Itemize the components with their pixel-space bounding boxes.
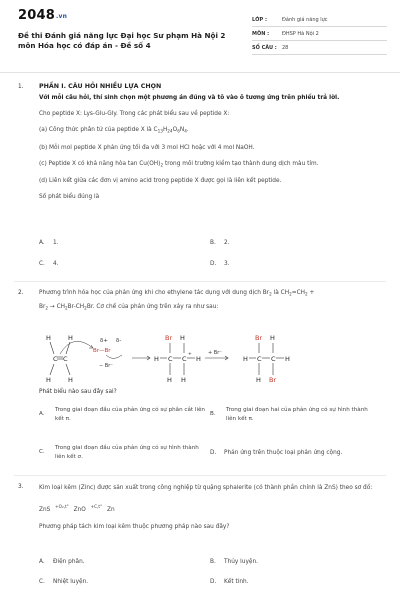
statement-d: (d) Liên kết giữa các đơn vị amino acid trong peptide X được gọi là liên kết peptide. [39,178,282,184]
svg-text:Br: Br [255,334,263,342]
bromine-molecule [93,338,122,369]
q1-option-d[interactable]: D. 3. [210,261,230,267]
question-ask: Số phát biểu đúng là [39,194,100,200]
header-divider [0,72,400,73]
question-stem: Cho peptide X: Lys-Glu-Gly. Trong các phát biểu sau về peptide X: [39,111,230,117]
exam-meta [252,13,387,55]
instruction: Với mỗi câu hỏi, thí sinh chọn một phương án đúng và tô vào ô tương ứng trên phiếu trả lời. [39,95,340,101]
svg-text:+: + [188,352,192,357]
question-divider [14,281,386,282]
svg-text:H: H [46,334,51,342]
statement-c: (c) Peptide X có khả năng hòa $\tan Cu(OH)_2$ trong môi trường kiềm tạo thành dung dịch màu tím. [39,160,319,167]
question-stem: Kim loại kẽm (Zinc) được sản xuất trong công nghiệp từ quặng sphalerite (có thành phần chính là ZnS) theo sơ đồ: [39,485,373,491]
question-2 [18,289,388,329]
question-1 [18,83,388,273]
question-body [39,289,394,312]
svg-text:C: C [63,355,68,363]
svg-text:+ Br⁻: + Br⁻ [208,350,222,356]
bromonium-intermediate [154,334,201,384]
svg-text:H: H [68,334,73,342]
svg-text:C: C [53,355,58,363]
arrow-step-1 [132,356,150,360]
meta-subject: MÔN : ĐHSP Hà Nội 2 [252,27,387,41]
question-stem-line-1: Phương trình hóa học của phản ứng khi cho ethylene tác dụng với dung dịch $Br_2$ là $CH_2=CH_2$ + [39,290,315,297]
svg-text:H: H [167,376,172,384]
reaction-mechanism-scheme [38,330,318,386]
svg-text:H: H [243,355,248,363]
svg-text:H: H [256,376,261,384]
question-divider [14,475,386,476]
q1-option-c[interactable]: C. 4. [39,261,59,267]
question-body [39,483,394,531]
svg-text:H: H [180,334,185,342]
svg-text:Br—Br: Br—Br [93,348,111,354]
statement-b: (b) Mỗi mol peptide X phản ứng tối đa với 3 mol HCl hoặc với 4 mol NaOH. [39,144,255,151]
svg-text:C: C [168,355,173,363]
svg-text:H: H [181,376,186,384]
q1-option-a[interactable]: A. 1. [39,240,59,246]
question-number: 2. [18,290,24,296]
q2-option-b[interactable]: B. Trong giai đoạn hai của phản ứng có sự hình thành liên kết π. [210,407,368,422]
q3-option-a[interactable]: A. Điện phân. [39,559,85,565]
q3-option-c[interactable]: C. Nhiệt luyện. [39,579,89,585]
meta-count: SỐ CÂU : 28 [252,41,387,55]
svg-text:H: H [68,376,73,384]
statement-a: (a) Công thức phân tử của peptide X là $C_{13}H_{24}O_6N_4$. [39,127,189,134]
q3-option-b[interactable]: B. Thủy luyện. [210,559,258,565]
svg-text:H: H [196,355,201,363]
production-scheme: ZnS $^{+O_2,t^\circ}$ ZnO $^{+C,t^\circ}$ Zn [39,504,115,513]
part-title: PHẦN I. CÂU HỎI NHIỀU LỰA CHỌN [39,83,162,90]
svg-text:Br: Br [165,334,173,342]
question-stem-line-2: $Br_2 \to CH_2Br-CH_2Br$. Cơ chế của phản ứng trên xảy ra như sau: [39,303,219,310]
svg-text:δ-: δ- [116,338,122,344]
site-logo[interactable]: 2048.vn [18,8,68,23]
question-ask: Phương pháp tách kim loại kẽm thuộc phương pháp nào sau đây? [39,524,230,530]
question-number: 1. [18,84,24,90]
q3-option-d[interactable]: D. Kết tinh. [210,579,249,585]
question-body [39,83,394,201]
svg-text:H: H [46,376,51,384]
meta-class: LỚP : Đánh giá năng lực [252,13,387,27]
svg-text:C: C [271,355,276,363]
svg-text:− Br⁻: − Br⁻ [99,363,113,369]
svg-text:H: H [285,355,290,363]
q2-ask: Phát biểu nào sau đây sai? [39,389,117,395]
q1-option-b[interactable]: B. 2. [210,240,230,246]
svg-text:H: H [270,334,275,342]
svg-text:C: C [257,355,262,363]
q2-option-a[interactable]: A. Trong giai đoạn đầu của phản ứng có sự phân cắt liên kết π. [39,407,205,422]
svg-text:δ+: δ+ [100,338,108,344]
document-title: Đề thi Đánh giá năng lực Đại học Sư phạm Hà Nội 2 môn Hóa học có đáp án - Đề số 4 [18,31,226,50]
dibromoethane-product [243,334,290,384]
arrow-step-2 [205,350,228,360]
svg-text:C: C [182,355,187,363]
ethylene-molecule [46,334,93,384]
svg-text:Br: Br [269,376,277,384]
q2-option-c[interactable]: C. Trong giai đoạn đầu của phản ứng có sự hình thành liên kết σ. [39,445,199,460]
q2-option-d[interactable]: D. Phản ứng trên thuộc loại phản ứng cộng. [210,450,343,456]
question-number: 3. [18,484,24,490]
svg-text:H: H [154,355,159,363]
question-3 [18,483,388,553]
